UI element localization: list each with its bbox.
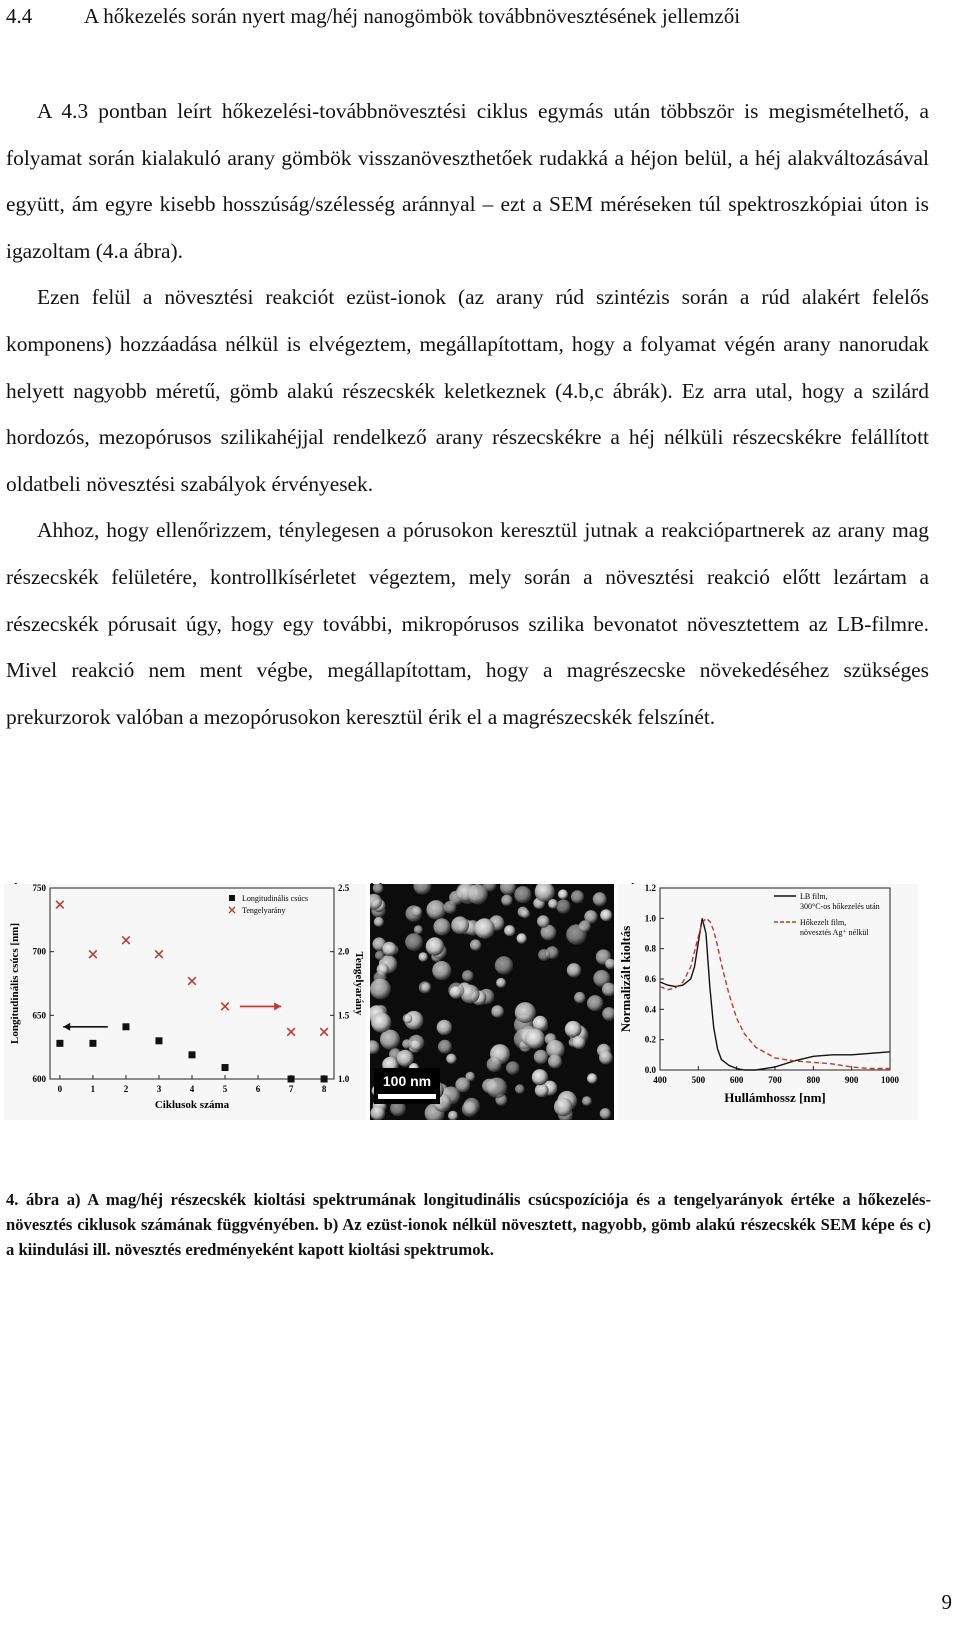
sem-particle bbox=[426, 900, 445, 919]
sem-particle bbox=[514, 886, 531, 903]
sem-particle bbox=[448, 983, 464, 999]
sem-particle bbox=[470, 939, 481, 950]
sem-particle bbox=[554, 1098, 573, 1117]
chart-c-ytick-label: 1.2 bbox=[644, 884, 656, 893]
sem-particle bbox=[437, 1020, 452, 1035]
chart-a-xtick-label: 5 bbox=[222, 1084, 228, 1094]
chart-a-point-longitudinal bbox=[321, 1076, 328, 1083]
chart-a-point-longitudinal bbox=[122, 1023, 129, 1030]
chart-a-ytick-label: 750 bbox=[32, 884, 46, 893]
sem-image bbox=[370, 884, 614, 1120]
sem-particle bbox=[565, 1021, 582, 1038]
chart-a-legend-square bbox=[229, 895, 235, 901]
chart-a-ytick-right-label: 2.5 bbox=[338, 884, 350, 893]
chart-a-ytick-right-label: 1.0 bbox=[338, 1074, 350, 1084]
sem-particle bbox=[534, 1050, 548, 1064]
sem-particle bbox=[419, 981, 431, 993]
sem-particle bbox=[600, 909, 612, 921]
sem-particle bbox=[600, 1108, 611, 1119]
chart-c-legend-label-1a: LB film, bbox=[800, 892, 828, 901]
sem-particle bbox=[380, 1030, 400, 1050]
sem-particle bbox=[558, 889, 568, 899]
chart-a-xtick-label: 3 bbox=[156, 1084, 162, 1094]
sem-particle bbox=[446, 1054, 456, 1064]
chart-c-ylabel: Normalizált kioltás bbox=[618, 925, 633, 1033]
chart-c-ytick-label: 0.2 bbox=[644, 1034, 656, 1045]
chart-a-xtick-label: 1 bbox=[90, 1084, 96, 1094]
chart-a-point-longitudinal bbox=[288, 1076, 295, 1083]
sem-particle bbox=[532, 1069, 548, 1085]
chart-c-xlabel: Hullámhossz [nm] bbox=[724, 1090, 826, 1105]
chart-c-ytick-label: 0.4 bbox=[644, 1004, 656, 1015]
chart-c bbox=[618, 884, 918, 1120]
figure-caption: 4. ábra a) A mag/héj részecskék kioltási spektrumának longitudinális csúcspozíciója és a tengelyarányok értéke a hőkezelés-növesztés ciklusok számának függvényében. b) Az ezüst-ionok nélkül növesztett, nagyobb, gömb alakú részecskék SEM képe és c) a kiindulási ill. növesztés eredményeként kapott kioltási spektrumok. bbox=[6, 1190, 931, 1259]
section-heading bbox=[6, 4, 740, 29]
chart-c-legend-label-2b: növesztés Ag⁺ nélkül bbox=[800, 928, 869, 937]
chart-a-xtick-label: 4 bbox=[189, 1084, 195, 1094]
chart-c-ytick-label: 0.8 bbox=[644, 943, 656, 954]
chart-a-ylabel: Longitudinális csúcs [nm] bbox=[9, 922, 21, 1045]
chart-c-xtick-label: 800 bbox=[806, 1075, 821, 1085]
paragraph-2: Ezen felül a növesztési reakciót ezüst-ionok (az arany rúd szintézis során a rúd alakért felelős komponens) hozzáadása nélkül is elvégeztem, megállapítottam, hogy a folyamat végén arany nanorudak helyett nagyobb méretű, gömb alakú részecskék keletkeznek (4.b,c ábrák). Ez arra utal, hogy a szilárd hordozós, mezopórusos szilikahéjjal rendelkező arany részecskékre a héj nélküli részecskékre felállított oldatbeli növesztési szabályok érvényesek. bbox=[6, 285, 929, 496]
sem-particle bbox=[535, 1084, 549, 1098]
chart-c-xtick-label: 700 bbox=[768, 1075, 782, 1085]
body-text bbox=[6, 88, 929, 740]
chart-a-point-longitudinal bbox=[222, 1064, 229, 1071]
sem-particle bbox=[491, 1005, 504, 1018]
sem-particle bbox=[474, 918, 494, 938]
chart-a-xtick-label: 2 bbox=[123, 1084, 129, 1094]
sem-particle bbox=[487, 1078, 508, 1099]
sem-particle bbox=[521, 909, 530, 918]
sem-particle bbox=[572, 1036, 585, 1049]
sem-particle bbox=[599, 1051, 613, 1065]
sem-particle bbox=[515, 1084, 525, 1094]
chart-a-xtick-label: 8 bbox=[321, 1084, 327, 1094]
sem-particle bbox=[432, 961, 451, 980]
chart-a-ytick-label: 600 bbox=[32, 1074, 46, 1084]
sem-particle bbox=[517, 933, 527, 943]
sem-particle bbox=[496, 978, 506, 988]
sem-particle bbox=[587, 1073, 597, 1083]
sem-particle bbox=[405, 933, 423, 951]
sem-particle bbox=[593, 892, 607, 906]
sem-particle bbox=[444, 901, 457, 914]
sem-particle bbox=[556, 899, 570, 913]
chart-a-legend-label-2: Tengelyarány bbox=[242, 906, 286, 915]
sem-particle bbox=[370, 1106, 385, 1120]
sem-particle bbox=[579, 920, 591, 932]
chart-c-xtick-label: 1000 bbox=[881, 1075, 899, 1085]
sem-particle bbox=[495, 956, 513, 974]
chart-a-point-longitudinal bbox=[56, 1040, 63, 1047]
chart-a bbox=[4, 884, 366, 1120]
chart-a-ytick-label: 650 bbox=[32, 1010, 46, 1021]
chart-a-point-longitudinal bbox=[89, 1040, 96, 1047]
chart-a-ytick-label: 700 bbox=[32, 946, 46, 957]
chart-c-xtick-label: 900 bbox=[844, 1075, 859, 1085]
sem-particle bbox=[412, 906, 422, 916]
chart-a-legend-label-1: Longitudinális csúcs bbox=[242, 894, 308, 903]
chart-c-ytick-label: 0.6 bbox=[644, 974, 656, 984]
paragraph-1: A 4.3 pontban leírt hőkezelési-továbbnövesztési ciklus egymás után többször is megismételhető, a folyamat során kialakuló arany gömbök visszanöveszthetőek rudakká a héjon belül, a héj alakváltozásával együtt, ám egyre kisebb hosszúság/szélesség aránnyal – ezt a SEM méréseken túl spektroszkópiai úton is igazoltam (4.a ábra). bbox=[6, 99, 929, 263]
sem-particle bbox=[567, 963, 581, 977]
sem-particle bbox=[504, 925, 515, 936]
sem-particle bbox=[403, 1014, 413, 1024]
sem-particle bbox=[462, 970, 474, 982]
sem-particle bbox=[382, 942, 396, 956]
sem-particle bbox=[582, 1096, 592, 1106]
sem-particle bbox=[375, 951, 384, 960]
chart-a-point-longitudinal bbox=[155, 1037, 162, 1044]
scale-bar-label: 100 nm bbox=[382, 1073, 432, 1089]
chart-a-xtick-label: 6 bbox=[255, 1084, 261, 1094]
chart-c-xtick-label: 500 bbox=[691, 1075, 706, 1085]
chart-a-ylabel-right: Tengelyarány bbox=[353, 951, 365, 1016]
sem-particle bbox=[506, 1061, 520, 1075]
sem-particle bbox=[433, 918, 450, 935]
chart-a-xtick-label: 0 bbox=[57, 1084, 63, 1094]
chart-c-xtick-label: 400 bbox=[653, 1075, 667, 1085]
sem-particle bbox=[501, 895, 512, 906]
chart-a-xtick-label: 7 bbox=[288, 1084, 294, 1094]
chart-c-legend-label-2a: Hőkezelt film, bbox=[800, 918, 847, 927]
sem-particle bbox=[451, 916, 469, 934]
section-title: A hőkezelés során nyert mag/héj nanogömbök továbbnövesztésének jellemzői bbox=[84, 4, 741, 28]
chart-c-ytick-label: 1.0 bbox=[644, 913, 656, 924]
chart-c-ytick-label: 0.0 bbox=[644, 1065, 656, 1075]
chart-a-xlabel: Ciklusok száma bbox=[154, 1099, 230, 1111]
sem-particle bbox=[374, 917, 384, 927]
chart-c-xtick-label: 600 bbox=[729, 1075, 744, 1085]
chart-a-ytick-right-label: 2.0 bbox=[338, 946, 350, 957]
sem-particle bbox=[537, 915, 550, 928]
sem-particle bbox=[462, 1101, 478, 1117]
chart-a-ytick-right-label: 1.5 bbox=[338, 1010, 350, 1021]
sem-particle bbox=[574, 992, 585, 1003]
sem-particle bbox=[548, 1055, 562, 1069]
sem-particle bbox=[538, 949, 550, 961]
paragraph-3: Ahhoz, hogy ellenőrizzem, ténylegesen a pórusokon keresztül jutnak a reakciópartnerek az arany mag részecskék felületére, kontrollkísérletet végeztem, mely során a növesztési reakció előtt lezártam a részecskék pórusait úgy, hogy egy további, mikropórusos szilika bevonatot növesztettem az LB-filmre. Mivel reakció nem ment végbe, megállapítottam, hogy a magrészecske növekedéséhez szükséges prekurzorok valóban a mezopórusokon keresztül érik el a magrészecskék felszínét. bbox=[6, 518, 929, 729]
page-number: 9 bbox=[941, 1590, 952, 1614]
sem-particle bbox=[468, 884, 488, 904]
sem-particle bbox=[548, 899, 558, 909]
sem-particle bbox=[408, 1035, 424, 1051]
sem-particle bbox=[487, 1057, 502, 1072]
scale-bar bbox=[378, 1094, 436, 1099]
sem-particle bbox=[515, 1002, 536, 1023]
sem-particle bbox=[370, 979, 391, 1000]
chart-a-point-longitudinal bbox=[189, 1051, 196, 1058]
sem-particle bbox=[587, 995, 603, 1011]
sem-particle bbox=[414, 925, 423, 934]
section-number: 4.4 bbox=[6, 4, 33, 28]
sem-particle bbox=[438, 1040, 452, 1054]
sem-particle bbox=[371, 1012, 391, 1032]
sem-particle bbox=[525, 1029, 545, 1049]
sem-particle bbox=[426, 937, 444, 955]
chart-c-legend-label-1b: 300°C-os hőkezelés után bbox=[800, 902, 880, 911]
sem-particle bbox=[419, 952, 428, 961]
sem-particle bbox=[455, 1077, 470, 1092]
sem-particle bbox=[571, 890, 584, 903]
sem-particle bbox=[397, 1050, 414, 1067]
